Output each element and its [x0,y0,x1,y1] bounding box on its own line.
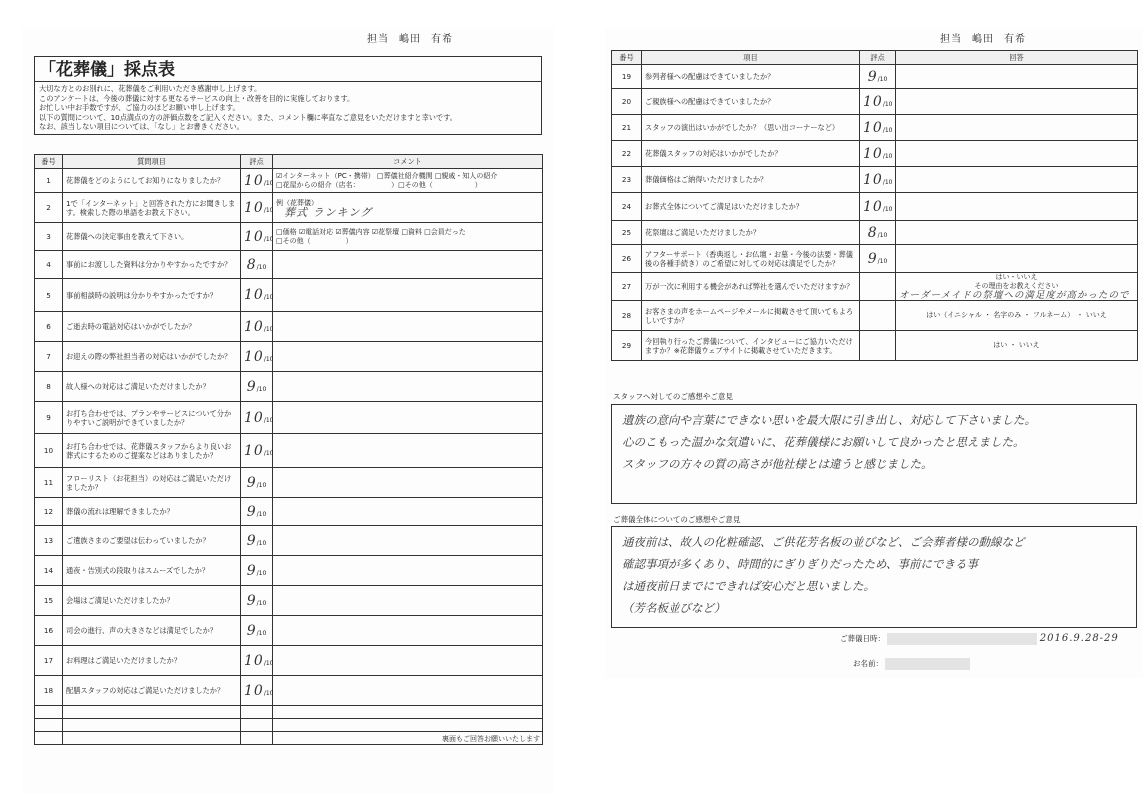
empty-cell [273,706,543,719]
score-cell [241,372,273,402]
intro-line: このアンケートは、今後の葬儀に対する更なるサービスの向上・改善を目的に実施しております。 [39,93,355,103]
handwritten-line: 通夜前は、故人の化粧確認、ご供花芳名板の並びなど、ご会葬者様の動線など [622,535,1025,549]
row-number: 11 [35,468,63,498]
funeral-date-label: ご葬儀日時： [840,634,885,643]
staff-header-back [940,30,1026,45]
empty-cell [63,706,241,719]
survey-page-back [605,28,1143,678]
row-comment [273,586,543,616]
col-header-no: 番号 [35,155,63,169]
row-question: お客さまの声をホームページやメールに掲載させて頂いてもよろしいですか？ [642,301,860,331]
score-value: 10 [244,172,264,189]
score-cell [860,115,896,141]
comment-line: □価格 ☑電話対応 ☑葬儀内容 ☑花祭壇 □資料 □会員だった [276,227,466,236]
row-question: お打ち合わせでは、花葬儀スタッフからより良いお葬式にするためのご提案などはありましたか？ [63,434,241,468]
row-question: 会場はご満足いただけましたか？ [63,586,241,616]
row-comment [273,646,543,676]
row-answer [896,331,1138,361]
row-number: 6 [35,312,63,342]
row-number: 5 [35,279,63,312]
row-comment [273,434,543,468]
row-question: 花祭壇はご満足いただけましたか？ [642,221,860,245]
row-number: 25 [612,221,642,245]
table-row [612,115,1138,141]
score-value: 10 [863,145,883,162]
score-cell [241,312,273,342]
overall-feedback-box [611,526,1137,628]
row-comment [273,402,543,434]
score-cell [860,89,896,115]
empty-cell [63,719,241,732]
row-question: 今回執り行ったご葬儀について、インタビューにご協力いただけますか？※花葬儀ウェブサイトに掲載させていただきます。 [642,331,860,361]
empty-cell [241,719,273,732]
row-comment [273,468,543,498]
score-denominator: /10 [256,385,267,393]
score-denominator: /10 [263,179,274,187]
score-denominator: /10 [263,449,274,457]
table-row [35,223,543,251]
footnote: 裏面もご回答お願いいたします [442,735,540,743]
table-row [35,498,543,526]
score-cell [241,169,273,193]
score-cell [241,616,273,646]
row-question: スタッフの演出はいかがでしたか？（思い出コーナーなど） [642,115,860,141]
score-denominator: /10 [263,325,274,333]
col-header-comment: コメント [273,155,543,169]
table-row [35,251,543,279]
row-question: お打ち合わせでは、プランやサービスについて分かりやすいご説明ができていましたか？ [63,402,241,434]
row-question: 配膳スタッフの対応はご満足いただけましたか？ [63,676,241,706]
score-value: 10 [244,442,264,459]
row-comment [273,342,543,372]
empty-cell [241,706,273,719]
row-question: フローリスト（お花担当）の対応はご満足いただけましたか？ [63,468,241,498]
score-value: 9 [246,532,257,549]
row-number: 15 [35,586,63,616]
table-row [612,89,1138,115]
answer-line: はい ・ いいえ [993,341,1040,349]
col-header-score: 評点 [241,155,273,169]
score-cell [241,526,273,556]
table-row [612,65,1138,89]
table-row [35,616,543,646]
row-number: 19 [612,65,642,89]
score-cell [241,498,273,526]
row-answer [896,141,1138,167]
score-denominator: /10 [256,569,267,577]
table-row [612,141,1138,167]
row-answer [896,273,1138,301]
comment-line: ☑インターネット（PC・携帯） □葬儀社紹介機関 □親戚・知人の紹介 [276,171,498,180]
comment-line: □花屋からの紹介（店名： ）□その他（ ） [276,180,482,189]
row-answer [896,301,1138,331]
score-cell [241,193,273,223]
handwritten-line: 確認事項が多くあり、時間的にぎりぎりだったため、事前にできる事 [622,557,979,571]
comment-line: □その他（ ） [276,236,353,245]
row-question: 葬儀価格はご納得いただけましたか？ [642,167,860,193]
row-question: 花葬儀スタッフの対応はいかがでしたか？ [642,141,860,167]
handwritten-line: は通夜前日までにできれば安心だと思いました。 [622,579,875,593]
answer-line: はい（イニシャル ・ 名字のみ ・ フルネーム） ・ いいえ [926,311,1107,319]
score-cell [241,402,273,434]
row-question: ご逝去時の電話対応はいかがでしたか？ [63,312,241,342]
score-cell [241,342,273,372]
score-value: 10 [244,652,264,669]
row-comment [273,312,543,342]
row-number: 29 [612,331,642,361]
intro-text [34,82,542,135]
score-cell [860,221,896,245]
table-row [35,402,543,434]
intro-line: 以下の質問について、10点満点の方の評価点数をご記入ください。また、コメント欄に率直なご意見をいただけますと幸いです。 [39,112,457,122]
handwritten-line: （芳名板並びなど） [622,601,726,615]
table-row [35,676,543,706]
score-cell [241,676,273,706]
score-cell [860,331,896,361]
table-row [35,279,543,312]
empty-cell [35,732,63,745]
score-denominator: /10 [256,263,267,271]
score-cell [860,167,896,193]
score-value: 10 [244,682,264,699]
score-value: 9 [246,592,257,609]
table-row [35,193,543,223]
row-answer [896,193,1138,221]
col-header-score: 評点 [860,51,896,65]
col-header-answer: 回答 [896,51,1138,65]
empty-row [35,706,543,719]
row-comment [273,616,543,646]
row-number: 10 [35,434,63,468]
funeral-date-row [840,633,1119,645]
score-value: 10 [863,93,883,110]
score-denominator: /10 [882,100,893,108]
row-question: ご遺族さまのご要望は伝わっていましたか？ [63,526,241,556]
score-cell [860,193,896,221]
row-number: 3 [35,223,63,251]
empty-cell [35,719,63,732]
score-cell [241,586,273,616]
row-number: 14 [35,556,63,586]
score-value: 9 [246,562,257,579]
score-cell [860,245,896,273]
score-value: 8 [246,256,257,273]
overall-feedback-label: ご葬儀全体についてのご感想やご意見 [613,515,741,524]
score-value: 10 [244,348,264,365]
row-number: 1 [35,169,63,193]
row-question: 司会の進行、声の大きさなどは満足でしたか？ [63,616,241,646]
answer-line: はい・いいえ [995,273,1038,281]
score-denominator: /10 [263,294,274,301]
row-question: お葬式全体についてご満足はいただけましたか？ [642,193,860,221]
table-row [35,556,543,586]
score-value: 10 [244,318,264,335]
score-denominator: /10 [263,416,274,424]
score-cell [860,301,896,331]
score-denominator: /10 [882,126,893,134]
row-question: 花葬儀をどのようにしてお知りになりましたか？ [63,169,241,193]
funeral-date-value: 2016.9.28-29 [1039,633,1119,644]
row-question: お料理はご満足いただけましたか？ [63,646,241,676]
empty-cell [35,706,63,719]
staff-family-name: 嶋田 [972,34,994,45]
customer-name-row [853,658,970,670]
row-answer [896,167,1138,193]
staff-family-name: 嶋田 [399,34,421,45]
handwritten-line: スタッフの方々の質の高さが他社様とは違うと感じました。 [622,457,933,471]
score-value: 10 [863,171,883,188]
survey-page-front [22,28,554,794]
row-answer [896,221,1138,245]
handwritten-line: 心のこもった温かな気遣いに、花葬儀様にお願いして良かったと思えました。 [622,435,1025,449]
score-value: 10 [863,119,883,136]
row-number: 7 [35,342,63,372]
table-row [35,646,543,676]
col-header-no: 番号 [612,51,642,65]
col-header-item: 項目 [642,51,860,65]
score-denominator: /10 [256,539,267,547]
score-cell [241,646,273,676]
score-cell [241,468,273,498]
intro-line: なお、該当しない項目については、「なし」とお書きください。 [39,122,244,131]
staff-given-name: 有希 [1004,34,1026,45]
row-number: 18 [35,676,63,706]
score-value: 9 [246,378,257,395]
table-row [612,167,1138,193]
table-row [35,342,543,372]
row-number: 24 [612,193,642,221]
intro-line: 大切な方とのお別れに、花葬儀をご利用いただき感謝申し上げます。 [39,84,262,93]
score-cell [241,434,273,468]
row-comment [273,372,543,402]
score-denominator: /10 [256,481,267,489]
row-question: 万が一次に利用する機会があれば弊社を選んでいただけますか？ [642,273,860,301]
empty-cell [273,719,543,732]
row-number: 21 [612,115,642,141]
row-number: 9 [35,402,63,434]
row-comment [273,193,543,223]
table-row [35,312,543,342]
row-question: 事前相談時の説明は分かりやすかったですか？ [63,279,241,312]
row-question: 故人様への対応はご満足いただけましたか？ [63,372,241,402]
score-denominator: /10 [256,599,267,607]
row-question: 事前にお渡しした資料は分かりやすかったですか？ [63,251,241,279]
score-value: 9 [246,474,257,491]
table-row [35,468,543,498]
table-row [35,526,543,556]
staff-header [367,30,453,45]
score-cell [860,141,896,167]
score-table-front [34,154,543,745]
row-answer [896,65,1138,89]
row-question: 参列者様への配慮はできていましたか？ [642,65,860,89]
table-row [612,193,1138,221]
staff-given-name: 有希 [431,34,453,45]
score-value: 9 [867,250,878,267]
redacted-block [887,633,1037,645]
empty-cell [241,732,273,745]
table-row [35,372,543,402]
row-question: 1で「インターネット」と回答された方にお聞きします。検索した際の単語をお教え下さい。 [63,193,241,223]
empty-cell [63,732,241,745]
table-row [612,221,1138,245]
handwritten-line: 遺族の意向や言葉にできない思いを最大限に引き出し、対応して下さいました。 [622,413,1036,427]
score-value: 10 [244,287,264,303]
row-number: 13 [35,526,63,556]
row-answer [896,115,1138,141]
staff-feedback-box [611,404,1137,504]
table-row [612,245,1138,273]
staff-role: 担当 [367,34,389,45]
score-cell [860,65,896,89]
score-value: 10 [244,409,264,426]
score-value: 10 [863,198,883,215]
row-comment [273,498,543,526]
staff-role: 担当 [940,34,962,45]
table-row [35,434,543,468]
customer-name-label: お名前： [853,659,883,668]
score-denominator: /10 [256,510,267,518]
row-number: 22 [612,141,642,167]
score-cell [860,273,896,301]
row-question: お迎えの際の弊社担当者の対応はいかがでしたか？ [63,342,241,372]
score-denominator: /10 [877,257,888,265]
table-row [35,169,543,193]
score-denominator: /10 [882,152,893,160]
staff-feedback-label: スタッフへ対してのご感想やご意見 [613,392,733,401]
row-number: 2 [35,193,63,223]
score-denominator: /10 [263,689,274,697]
score-denominator: /10 [877,231,888,239]
row-answer [896,245,1138,273]
empty-row [35,719,543,732]
intro-line: お忙しい中お手数ですが、ご協力のほどお願い申し上げます。 [39,103,240,112]
table-row [35,586,543,616]
score-value: 10 [244,199,264,216]
answer-line: その理由をお教えください [974,282,1059,290]
score-denominator: /10 [263,659,274,667]
score-denominator: /10 [877,75,888,83]
row-comment [273,169,543,193]
row-number: 16 [35,616,63,646]
row-question: 花葬儀への決定事由を教えて下さい。 [63,223,241,251]
row-comment [273,676,543,706]
score-denominator: /10 [263,235,274,243]
score-cell [241,556,273,586]
score-table-back [611,50,1138,361]
score-value: 9 [246,503,257,520]
comment-line: 例（花葬儀） [276,198,318,207]
score-value: 10 [244,228,264,245]
row-number: 23 [612,167,642,193]
row-number: 28 [612,301,642,331]
score-value: 9 [246,622,257,639]
score-cell [241,251,273,279]
score-value: 9 [867,68,878,85]
score-denominator: /10 [882,178,893,186]
row-number: 26 [612,245,642,273]
row-number: 12 [35,498,63,526]
handwritten-answer: オーダーメイドの祭壇への満足度が高かったので [899,290,1130,301]
row-comment [273,251,543,279]
row-number: 8 [35,372,63,402]
row-number: 20 [612,89,642,115]
row-question: 葬儀の流れは理解できましたか？ [63,498,241,526]
row-comment [273,223,543,251]
row-question: 通夜・告別式の段取りはスムーズでしたか？ [63,556,241,586]
score-value: 8 [867,224,878,241]
table-row [612,331,1138,361]
score-denominator: /10 [263,355,274,363]
handwritten-comment: 葬式 ランキング [284,205,373,219]
score-cell [241,223,273,251]
col-header-question: 質問項目 [63,155,241,169]
row-comment [273,556,543,586]
table-row [612,301,1138,331]
row-answer [896,89,1138,115]
redacted-name [885,658,970,670]
row-number: 17 [35,646,63,676]
score-denominator: /10 [263,206,274,214]
row-question: アフターサポート（香典返し・お仏壇・お墓・今後の法要・葬儀後の各種手続き）のご希望に対しての対応は満足でしたか？ [642,245,860,273]
score-denominator: /10 [256,629,267,637]
row-comment [273,279,543,312]
row-comment [273,526,543,556]
row-number: 27 [612,273,642,301]
row-number: 4 [35,251,63,279]
form-title: 「花葬儀」採点表 [34,56,542,82]
table-row [612,273,1138,301]
score-cell [241,279,273,312]
score-denominator: /10 [882,205,893,213]
row-question: ご親族様への配慮はできていましたか？ [642,89,860,115]
